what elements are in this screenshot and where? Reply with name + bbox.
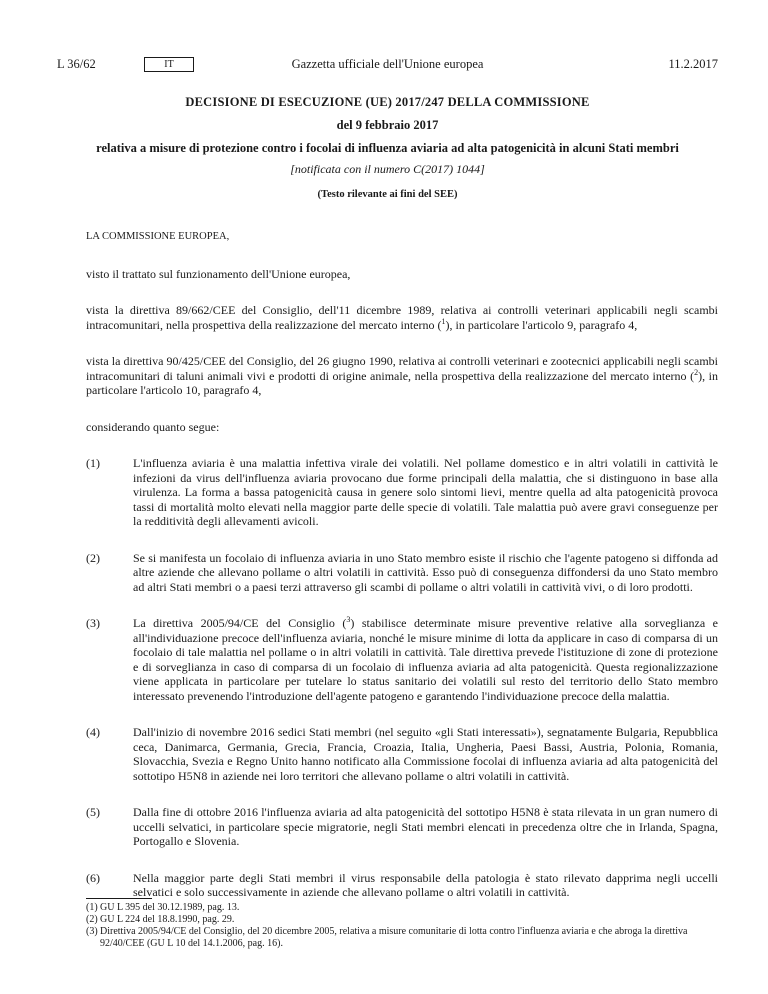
- recital-number: (2): [86, 550, 100, 565]
- footnote-number: (3): [86, 926, 98, 937]
- recital-number: (6): [86, 870, 100, 885]
- recital-text: Se si manifesta un focolaio di influenza aviaria in uno Stato membro esiste il rischio che l'agente patogeno si diffonda ad altre aziende che allevano pollame o altri volatili in cattività. Esso può di conseguenza diffondersi da uno Stato membro ad altri Stati membri o a paesi terzi attraverso gli scambi di pollame o altri volatili in cattività vivi, o di loro prodotti.: [133, 550, 718, 594]
- recital-text: Nella maggior parte degli Stati membri il virus responsabile della patologia è stato rilevato dapprima negli uccelli selvatici e solo successivamente in aziende che allevano pollame o altri volatili in cattività.: [133, 870, 718, 899]
- notification-number: [notificata con il numero C(2017) 1044]: [290, 162, 485, 176]
- recital-item: [86, 616, 718, 703]
- footnote-number: (1): [86, 902, 98, 913]
- journal-header: [57, 57, 718, 73]
- recital-number: (4): [86, 725, 100, 739]
- recitals-list: [86, 456, 718, 900]
- eea-relevance: (Testo rilevante ai fini del SEE): [317, 189, 458, 200]
- recital-item: [86, 805, 718, 849]
- decision-title: DECISIONE DI ESECUZIONE (UE) 2017/247 DELLA COMMISSIONE: [185, 95, 590, 109]
- page-reference: L 36/62: [57, 57, 96, 71]
- directive-citation-1: vista la direttiva 89/662/CEE del Consiglio, dell'11 dicembre 1989, relativa ai controlli veterinari applicabili negli scambi intracomunitari, nella prospettiva della realizzazione del mercato interno ($^1$), in particolare l'articolo 9, paragrafo 4,: [86, 303, 718, 332]
- footnote-text: GU L 224 del 18.8.1990, pag. 29.: [100, 914, 235, 925]
- footnotes: [86, 898, 718, 950]
- recital-item: [86, 871, 718, 900]
- footnote-item: [86, 902, 718, 914]
- recital-item: [86, 456, 718, 529]
- treaty-citation: visto il trattato sul funzionamento dell'Unione europea,: [86, 266, 351, 281]
- recital-number: (3): [86, 616, 100, 630]
- footnote-number: (2): [86, 914, 98, 925]
- recital-text: L'influenza aviaria è una malattia infettiva virale dei volatili. Nel pollame domestico e in altri volatili in cattività le infezioni da virus dell'influenza aviaria provocano due forme principali della malattia, che si distinguono in base alla virulenza. La forma a bassa patogenicità causa in genere solo sintomi lievi, mentre quella ad alta patogenicità provoca tassi di mortalità molto elevati nella maggior parte delle specie di volatili. Tale malattia può avere gravi conseguenze per la redditività degli allevamenti avicoli.: [133, 456, 718, 528]
- document-body: [86, 230, 718, 900]
- footnote-text: GU L 395 del 30.12.1989, pag. 13.: [100, 902, 240, 913]
- publication-date: 11.2.2017: [668, 57, 718, 71]
- recital-text: Dall'inizio di novembre 2016 sedici Stati membri (nel seguito «gli Stati interessati»), segnatamente Bulgaria, Repubblica ceca, Danimarca, Germania, Grecia, Francia, Croazia, Italia, Ungheria, Paesi Bassi, Austria, Polonia, Romania, Slovacchia, Svezia e Regno Unito hanno notificato alla Commissione focolai di influenza aviaria ad alta patogenicità del sottotipo H5N8 in aziende nei loro territori che allevano pollame o altri volatili in cattività.: [133, 725, 718, 783]
- recital-item: [86, 725, 718, 783]
- recital-text: Dalla fine di ottobre 2016 l'influenza aviaria ad alta patogenicità del sottotipo H5N8 è stata rilevata in un gran numero di uccelli selvatici, in particolare specie migratorie, negli Stati membri elencati in precedenza oltre che in Irlanda, Spagna, Portogallo e Slovenia.: [133, 805, 718, 848]
- recital-text: La direttiva 2005/94/CE del Consiglio ($^3$) stabilisce determinate misure preventive relative alla sorveglianza e all'individuazione precoce dell'influenza aviaria, nonché le misure minime di lotta da applicare in caso di comparsa di un focolaio di tale malattia nel pollame o in altri volatili in cattività. Tale direttiva prevede l'istituzione di zone di protezione e di sorveglianza in caso di comparsa di un focolaio di influenza aviaria ad alta patogenicità. Questa regionalizzazione viene applicata in particolare per tutelare lo status sanitario dei volatili sul resto del territorio dello Stato membro interessato prevenendo l'introduzione dell'agente patogeno e garantendo l'individuazione precoce della malattia.: [133, 615, 718, 703]
- recital-number: (5): [86, 805, 100, 819]
- considering-line: considerando quanto segue:: [86, 419, 220, 434]
- footnote-item: [86, 914, 718, 926]
- footnote-text: Direttiva 2005/94/CE del Consiglio, del 20 dicembre 2005, relativa a misure comunitarie di lotta contro l'influenza aviaria e che abroga la direttiva 92/40/CEE (GU L 10 del 14.1.2006, pag. 16).: [100, 926, 688, 949]
- footnote-divider: [86, 898, 152, 899]
- footnote-ref-1[interactable]: 1: [441, 316, 446, 326]
- journal-title: Gazzetta ufficiale dell'Unione europea: [291, 57, 484, 71]
- recital-item: [86, 551, 718, 595]
- footnote-ref-3[interactable]: 3: [346, 615, 351, 624]
- directive-citation-2: vista la direttiva 90/425/CEE del Consiglio, del 26 giugno 1990, relativa ai controlli veterinari e zootecnici applicabili negli scambi intracomunitari di taluni animali vivi e prodotti di origine animale, nella prospettiva della realizzazione del mercato interno ($^2$), in particolare l'articolo 10, paragrafo 4,: [86, 354, 718, 397]
- footnote-ref-2[interactable]: 2: [694, 367, 699, 377]
- footnote-item: [86, 926, 718, 950]
- language-badge: IT: [144, 57, 194, 72]
- recital-number: (1): [86, 456, 100, 470]
- decision-subject: relativa a misure di protezione contro i focolai di influenza aviaria ad alta patogenicità in alcuni Stati membri: [96, 141, 679, 155]
- institution-line: LA COMMISSIONE EUROPEA,: [86, 231, 230, 242]
- decision-date: del 9 febbraio 2017: [336, 118, 439, 132]
- decision-title-block: [57, 95, 718, 200]
